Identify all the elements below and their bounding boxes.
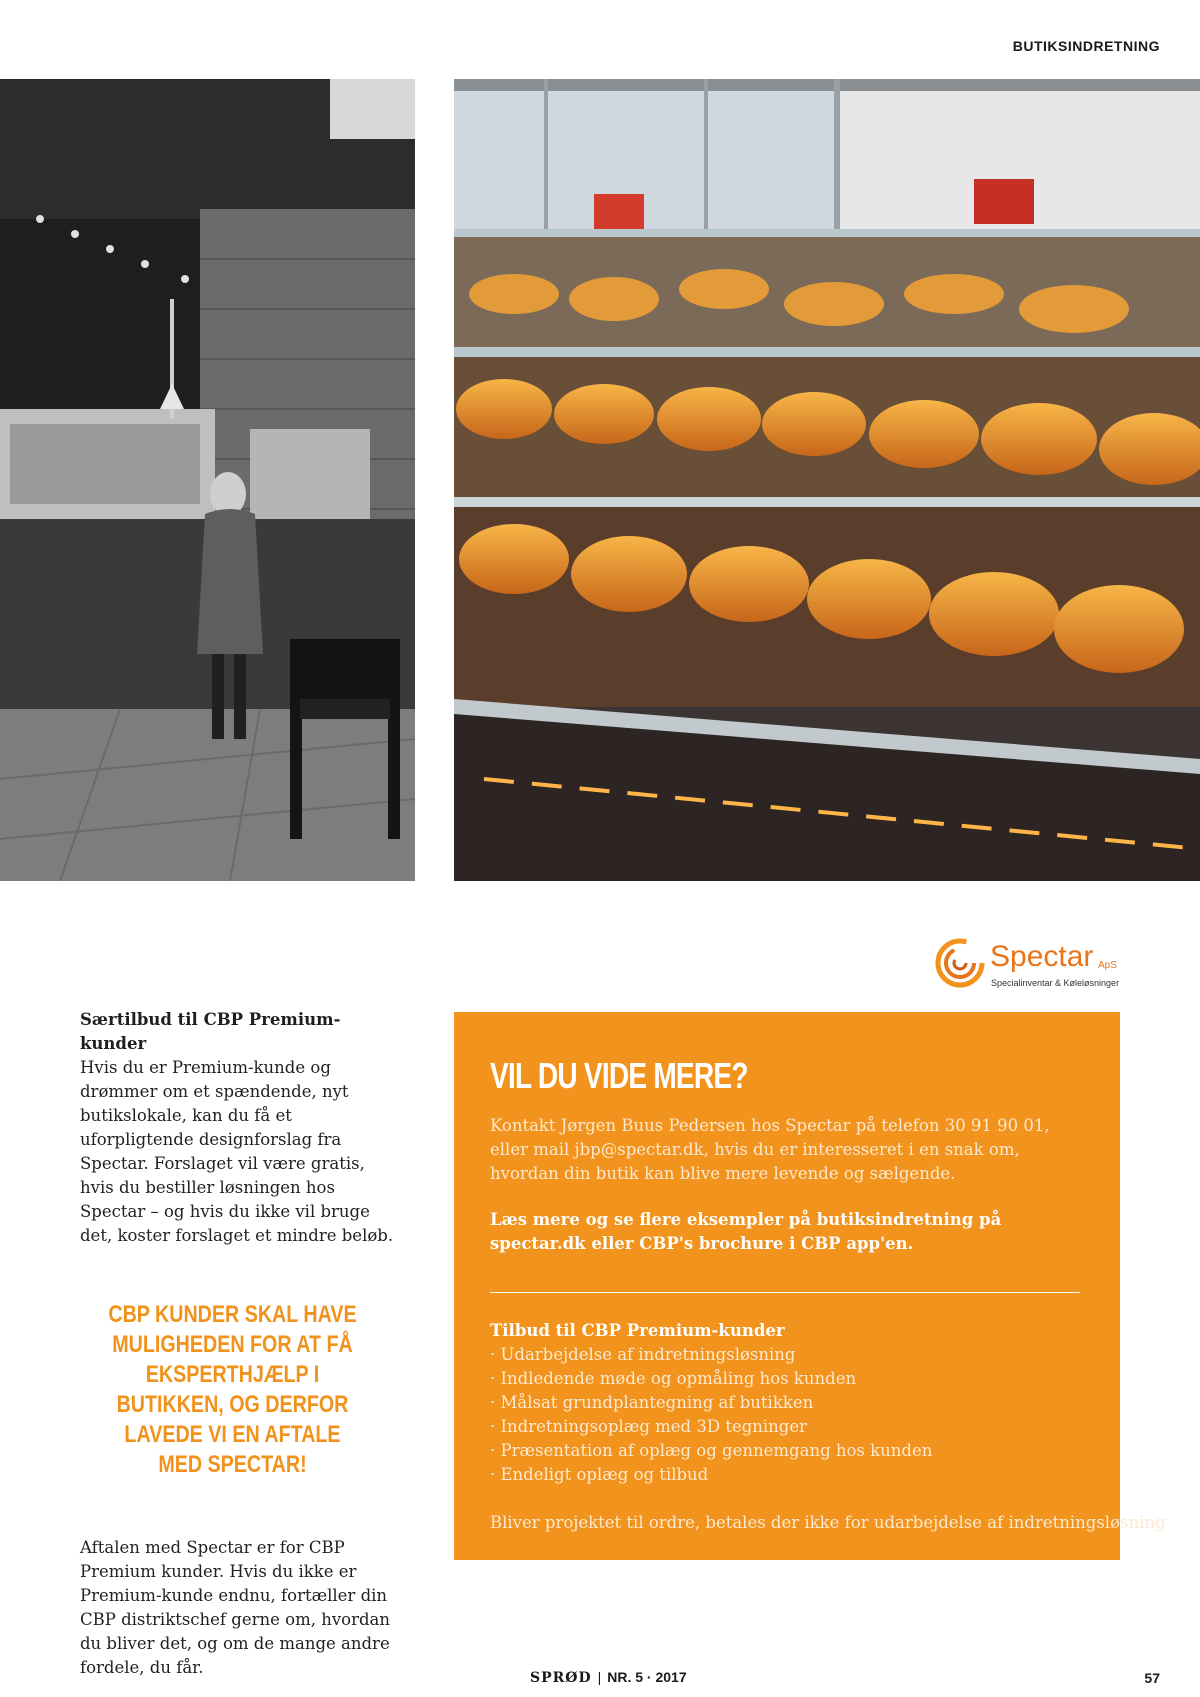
offer-body: Hvis du er Premium-kunde og drømmer om et spændende, nyt butikslokale, kan du få et uforpligtende designforslag fra Spectar. Forslaget vil være gratis, hvis du bestiller løsningen hos Spectar – og hvis du ikke vil bruge det, koster forslaget et mindre beløb. [80, 1058, 394, 1245]
magazine-name: SPRØD [530, 1670, 592, 1686]
logo-name: Spectar [990, 940, 1094, 973]
list-item: · Målsat grundplantegning af butikken [490, 1393, 814, 1412]
left-column [80, 1008, 400, 1680]
list-item: · Indledende møde og opmåling hos kunden [490, 1369, 857, 1388]
info-box-title: VIL DU VIDE MERE? [490, 1055, 748, 1096]
issue-number: NR. 5 · 2017 [607, 1669, 687, 1685]
payment-note: Bliver projektet til ordre, betales der ikke for udarbejdelse af indretningsløsning [490, 1513, 1166, 1532]
list-item: · Præsentation af oplæg og gennemgang hos kunden [490, 1441, 933, 1460]
offer-heading: Særtilbud til CBP Premium-kunder [80, 1010, 341, 1053]
list-item: · Indretningsoplæg med 3D tegninger [490, 1417, 808, 1436]
footer-separator: | [597, 1669, 602, 1685]
page-number: 57 [1144, 1670, 1160, 1686]
logo-suffix: ApS [1098, 960, 1117, 971]
offer-list [490, 1343, 1084, 1487]
section-label: BUTIKSINDRETNING [1012, 38, 1160, 54]
spectar-logo-icon [935, 938, 985, 988]
offer-list-title: Tilbud til CBP Premium-kunder [490, 1321, 785, 1340]
logo-tagline: Specialinventar & Køleløsninger [991, 978, 1120, 988]
pull-quote: CBP KUNDER SKAL HAVE MULIGHEDEN FOR AT FÅ EKSPERTHJÆLP I BUTIKKEN, OG DERFOR LAVEDE VI EN AFTALE MED SPECTAR! [108, 1301, 357, 1478]
pastry-display-photo [454, 79, 1200, 881]
list-item: · Udarbejdelse af indretningsløsning [490, 1345, 796, 1364]
read-more-text: Læs mere og se flere eksempler på butiksindretning på spectar.dk eller CBP's brochure i CBP app'en. [490, 1210, 1002, 1253]
agreement-body: Aftalen med Spectar er for CBP Premium kunder. Hvis du ikke er Premium-kunde endnu, fortæller din CBP distriktschef gerne om, hvordan du bliver det, og om de mange andre fordele, du får. [80, 1538, 390, 1677]
spectar-logo [935, 938, 1135, 994]
list-item: · Endeligt oplæg og tilbud [490, 1465, 709, 1484]
divider [490, 1292, 1080, 1293]
footer [530, 1669, 687, 1686]
bakery-interior-photo [0, 79, 415, 881]
contact-text: Kontakt Jørgen Buus Pedersen hos Spectar på telefon 30 91 90 01, eller mail jbp@spectar.dk, hvis du er interesseret i en snak om, hvordan din butik kan blive mere levende og sælgende. [490, 1116, 1050, 1183]
info-box [454, 1012, 1166, 1560]
